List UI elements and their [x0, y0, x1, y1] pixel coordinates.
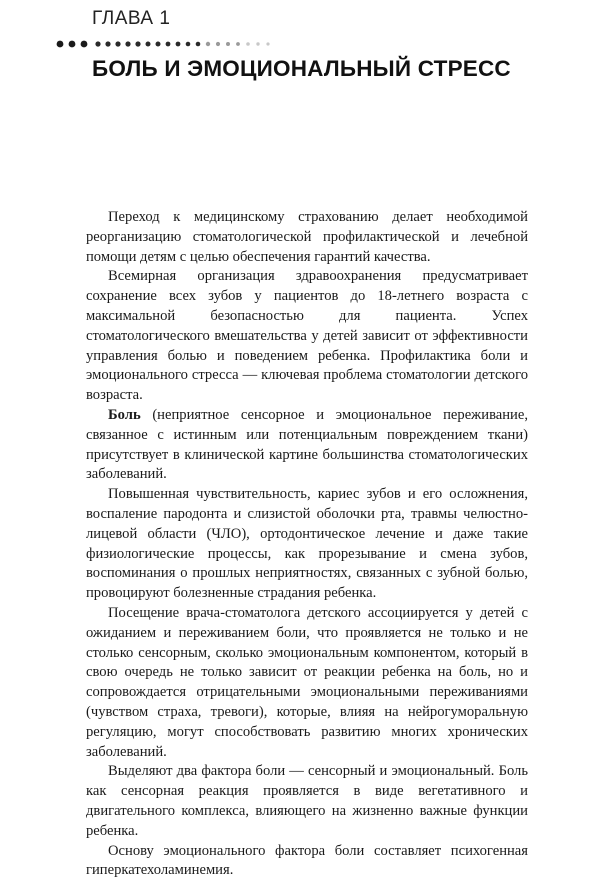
paragraph	[86, 406, 528, 485]
chapter-label: ГЛАВА 1	[92, 8, 170, 30]
paragraph-text: Всемирная организация здравоохранения предусматривает сохранение всех зубов у пациентов до 18-летнего возраста с максимальной безопасностью для пациента. Успех стоматологического вмешательства у детей зависит от эффективности управления болью и поведением ребенка. Профилактика боли и эмоционального стресса — ключевая проблема стоматологии детского возраста.	[86, 268, 528, 403]
body-text	[86, 208, 528, 881]
paragraph-text: (неприятное сенсорное и эмоциональное переживание, связанное с истинным или потенциальным повреждением ткани) присутствует в клинической картине большинства стоматологических заболеваний.	[86, 407, 528, 482]
paragraph-text: Переход к медицинскому страхованию делает необходимой реорганизацию стоматологической профилактической и лечебной помощи детям с целью обеспечения гарантий качества.	[86, 209, 528, 265]
term-pain: Боль	[108, 407, 141, 423]
paragraph-text: Повышенная чувствительность, кариес зубов и его осложнения, воспаление пародонта и слизистой оболочки рта, травмы челюстно-лицевой области (ЧЛО), ортодонтическое лечение и даже такие физиологические процессы, как прорезывание и смена зубов, воспоминания о прошлых неприятностях, связанных с зубной болью, провоцируют болезненные страдания ребенка.	[86, 486, 528, 601]
paragraph	[86, 208, 528, 267]
paragraph	[86, 842, 528, 881]
dot-rule-decoration	[56, 37, 276, 51]
paragraph-text: Выделяют два фактора боли — сенсорный и эмоциональный. Боль как сенсорная реакция проявляется в виде вегетативного и двигательного комплекса, влияющего на жизненно важные функции ребенка.	[86, 763, 528, 838]
paragraph	[86, 267, 528, 406]
paragraph	[86, 604, 528, 762]
chapter-title: БОЛЬ И ЭМОЦИОНАЛЬНЫЙ СТРЕСС	[92, 56, 511, 82]
paragraph	[86, 762, 528, 841]
paragraph-text: Основу эмоционального фактора боли составляет психогенная гиперкатехоламинемия.	[86, 843, 528, 879]
paragraph-text: Посещение врача-стоматолога детского ассоциируется у детей с ожиданием и переживанием боли, что проявляется не только и не столько сенсорным, сколько эмоциональным компонентом, который в свою очередь не только зависит от реакции ребенка на боль, но и сопровождается отрицательными эмоциональными переживаниями (чувством страха, тревоги), которые, влияя на нейрогуморальную регуляцию, могут способствовать развитию многих хронических заболеваний.	[86, 605, 528, 760]
paragraph	[86, 485, 528, 604]
